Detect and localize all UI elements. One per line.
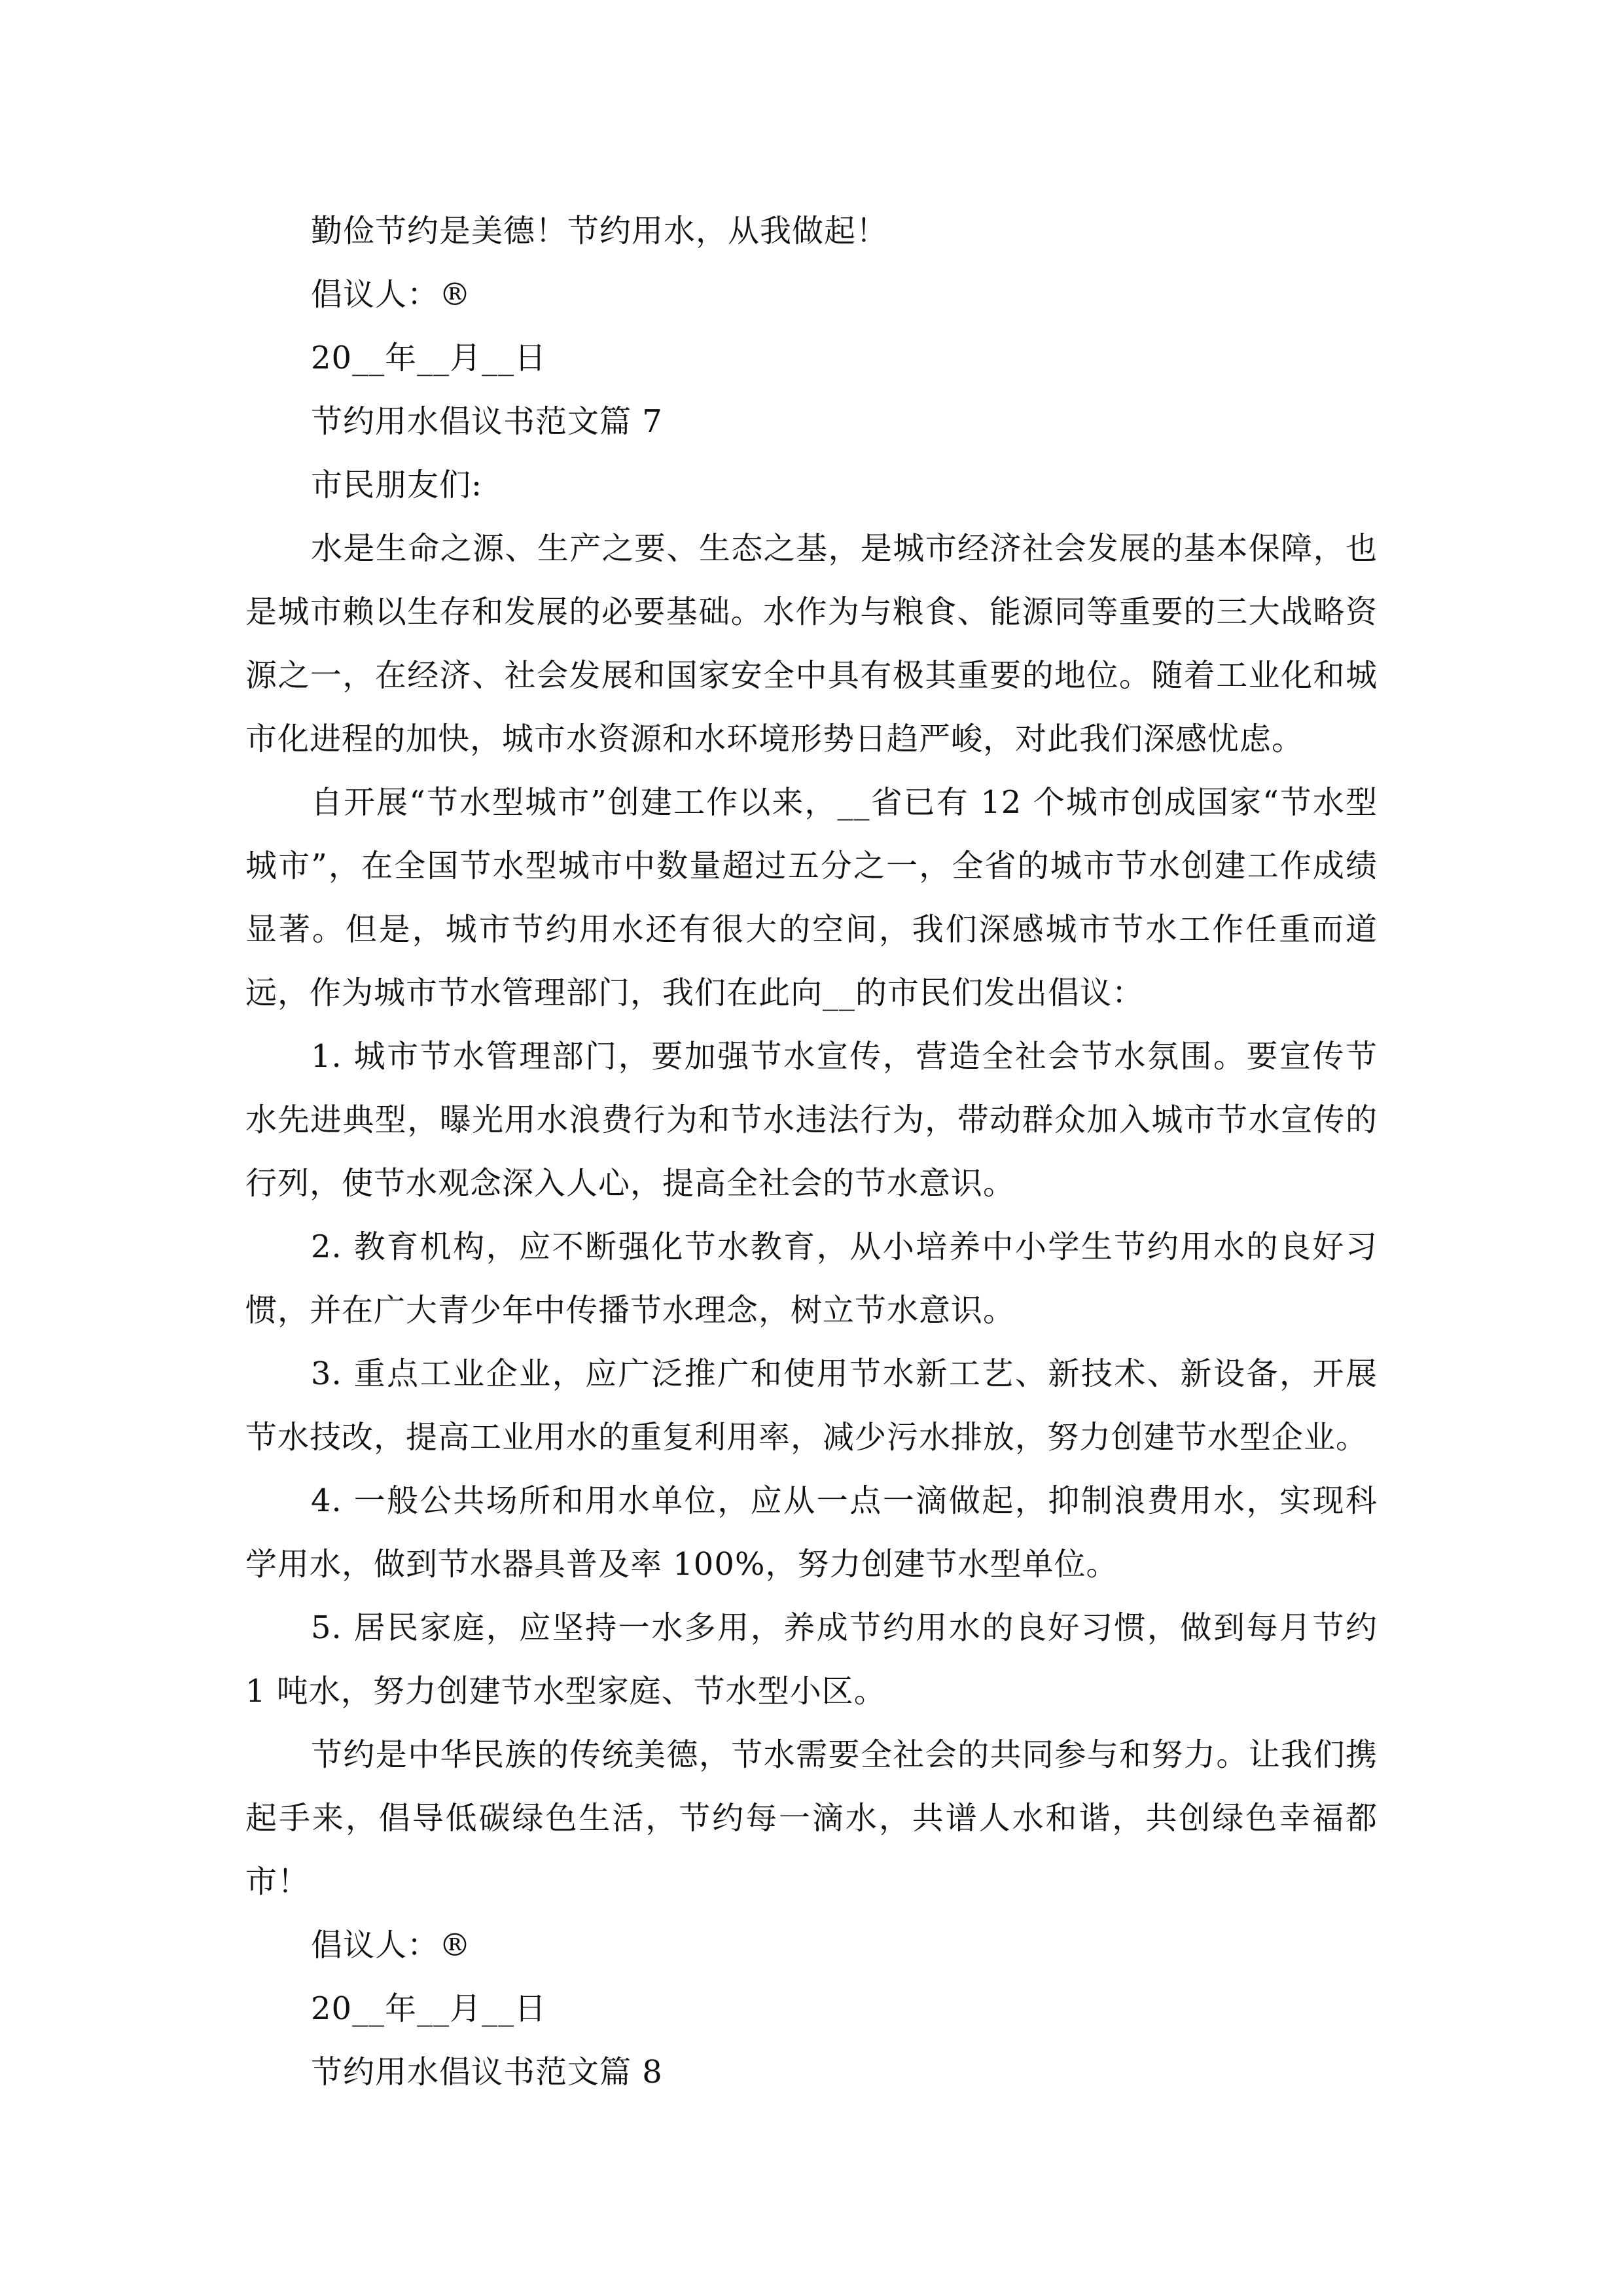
body-paragraph: 节约是中华民族的传统美德，节水需要全社会的共同参与和努力。让我们携起手来，倡导低碳绿色生活，节约每一滴水，共谱人水和谐，共创绿色幸福都市！ [245, 1736, 1378, 1900]
list-item-4: 4. 一般公共场所和用水单位，应从一点一滴做起，抑制浪费用水，实现科学用水，做到节水器具普及率 100%，努力创建节水型单位。 [245, 1482, 1378, 1583]
body-paragraph: 自开展“节水型城市”创建工作以来，__省已有 12 个城市创成国家“节水型城市”，在全国节水型城市中数量超过五分之一，全省的城市节水创建工作成绩显著。但是，城市节约用水还有很大的空间，我们深感城市节水工作任重而道远，作为城市节水管理部门，我们在此向__的市民们发出倡议： [245, 784, 1378, 1011]
signature-line: 倡议人：® [311, 276, 472, 313]
closing-slogan: 勤俭节约是美德！节约用水，从我做起！ [311, 213, 889, 249]
salutation: 市民朋友们: [311, 467, 483, 503]
signature-line: 倡议人：® [311, 1927, 472, 1964]
list-item-1: 1. 城市节水管理部门，要加强节水宣传，营造全社会节水氛围。要宣传节水先进典型，曝光用水浪费行为和节水违法行为，带动群众加入城市节水宣传的行列，使节水观念深入人心，提高全社会的节水意识。 [245, 1038, 1378, 1202]
body-paragraph: 水是生命之源、生产之要、生态之基，是城市经济社会发展的基本保障，也是城市赖以生存和发展的必要基础。水作为与粮食、能源同等重要的三大战略资源之一，在经济、社会发展和国家安全中具有极其重要的地位。随着工业化和城市化进程的加快，城市水资源和水环境形势日趋严峻，对此我们深感忧虑。 [245, 530, 1378, 757]
document-body [245, 200, 1378, 2104]
date-line: 20__年__月__日 [311, 1990, 547, 2027]
list-item-2: 2. 教育机构，应不断强化节水教育，从小培养中小学生节约用水的良好习惯，并在广大青少年中传播节水理念，树立节水意识。 [245, 1229, 1378, 1329]
list-item-5: 5. 居民家庭，应坚持一水多用，养成节约用水的良好习惯，做到每月节约 1 吨水，努力创建节水型家庭、节水型小区。 [245, 1609, 1378, 1710]
date-line: 20__年__月__日 [311, 340, 547, 376]
section-title: 节约用水倡议书范文篇 7 [311, 403, 663, 440]
list-item-3: 3. 重点工业企业，应广泛推广和使用节水新工艺、新技术、新设备，开展节水技改，提高工业用水的重复利用率，减少污水排放，努力创建节水型企业。 [245, 1355, 1378, 1456]
section-title: 节约用水倡议书范文篇 8 [311, 2054, 663, 2090]
